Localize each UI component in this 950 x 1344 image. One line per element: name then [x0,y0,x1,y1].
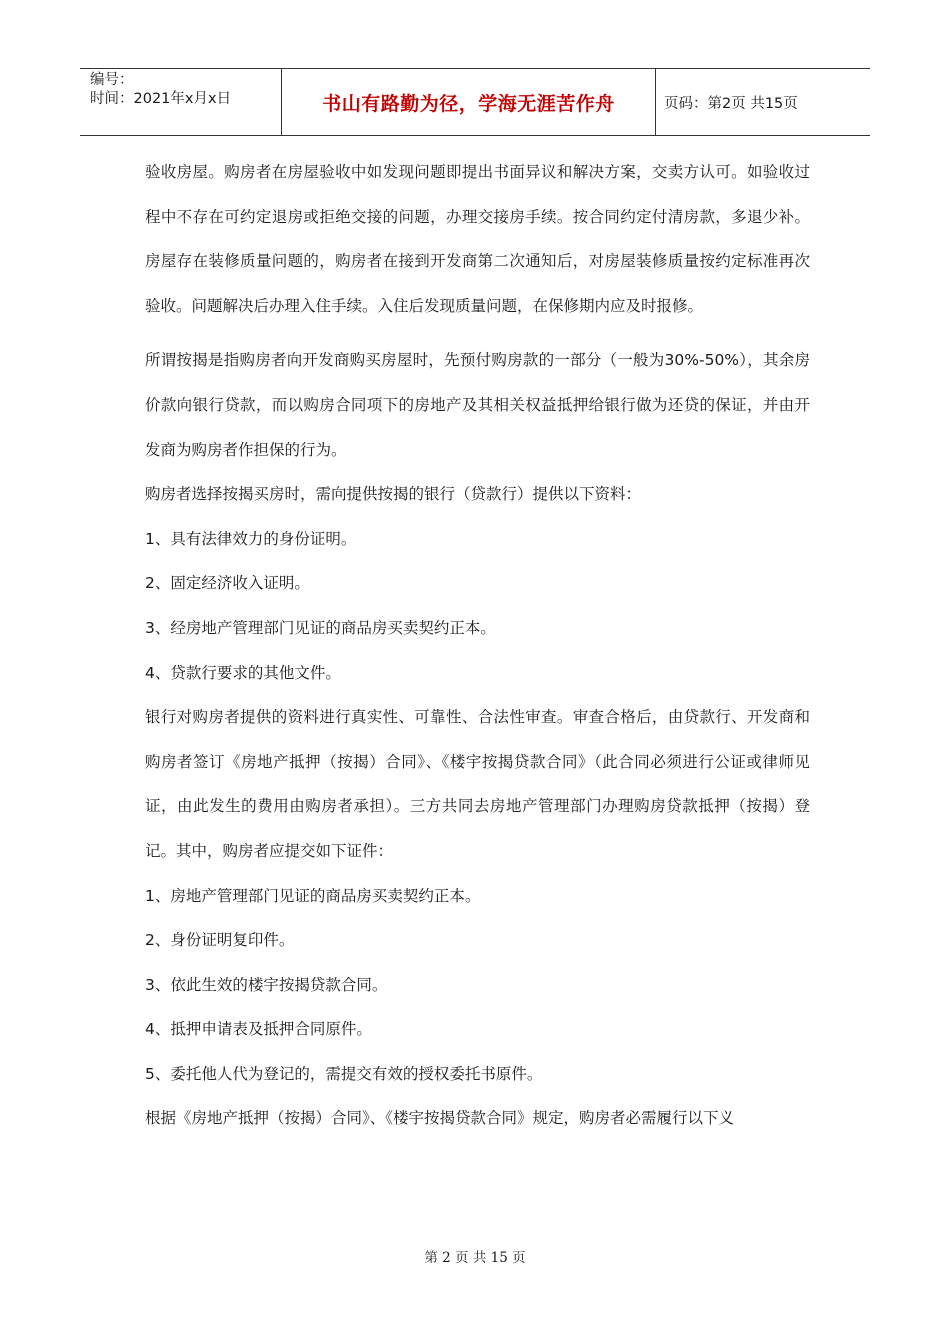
header-motto: 书山有路勤为径，学海无涯苦作舟 [282,69,656,135]
list-item: 3、依此生效的楼宇按揭贷款合同。 [145,975,388,994]
list-item: 2、固定经济收入证明。 [145,574,310,593]
paragraph-obligations: 根据《房地产抵押（按揭）合同》、《楼宇按揭贷款合同》规定，购房者必需履行以下义 [145,1109,735,1128]
document-date-label: 时间：2021年x月x日 [90,91,232,107]
list-item: 2、身份证明复印件。 [145,931,295,950]
list-item: 3、经房地产管理部门见证的商品房买卖契约正本。 [145,618,496,637]
header-page-info: 页码：第2页 共15页 [664,95,798,112]
list-item: 5、委托他人代为登记的，需提交有效的授权委托书原件。 [145,1064,543,1083]
list-item: 4、抵押申请表及抵押合同原件。 [145,1020,372,1039]
page-footer: 第 2 页 共 15 页 [424,1250,526,1266]
document-body [145,150,810,1141]
list-item: 1、房地产管理部门见证的商品房买卖契约正本。 [145,886,481,905]
list-item: 4、贷款行要求的其他文件。 [145,663,341,682]
document-number-label: 编号： [90,72,134,88]
header-meta-cell [80,69,282,135]
paragraph-bank-review: 银行对购房者提供的资料进行真实性、可靠性、合法性审查。审查合格后，由贷款行、开发商和购房者签订《房地产抵押（按揭）合同》、《楼宇按揭贷款合同》（此合同必须进行公证或律师见证，由此发生的费用由购房者承担）。三方共同去房地产管理部门办理购房贷款抵押（按揭）登记。其中，购房者应提交如下证件： [145,708,810,860]
page-header [80,68,870,136]
list-item: 1、具有法律效力的身份证明。 [145,529,357,548]
paragraph-required-materials-intro: 购房者选择按揭买房时，需向提供按揭的银行（贷款行）提供以下资料： [145,485,642,504]
paragraph-mortgage-definition: 所谓按揭是指购房者向开发商购买房屋时，先预付购房款的一部分（一般为30%-50%），其余房价款向银行贷款，而以购房合同项下的房地产及其相关权益抵押给银行做为还贷的保证，并由开发商为购房者作担保的行为。 [145,351,810,459]
paragraph-inspection: 验收房屋。购房者在房屋验收中如发现问题即提出书面异议和解决方案，交卖方认可。如验收过程中不存在可约定退房或拒绝交接的问题，办理交接房手续。按合同约定付清房款，多退少补。房屋存在装修质量问题的，购房者在接到开发商第二次通知后，对房屋装修质量按约定标准再次验收。问题解决后办理入住手续。入住后发现质量问题，在保修期内应及时报修。 [145,163,810,315]
